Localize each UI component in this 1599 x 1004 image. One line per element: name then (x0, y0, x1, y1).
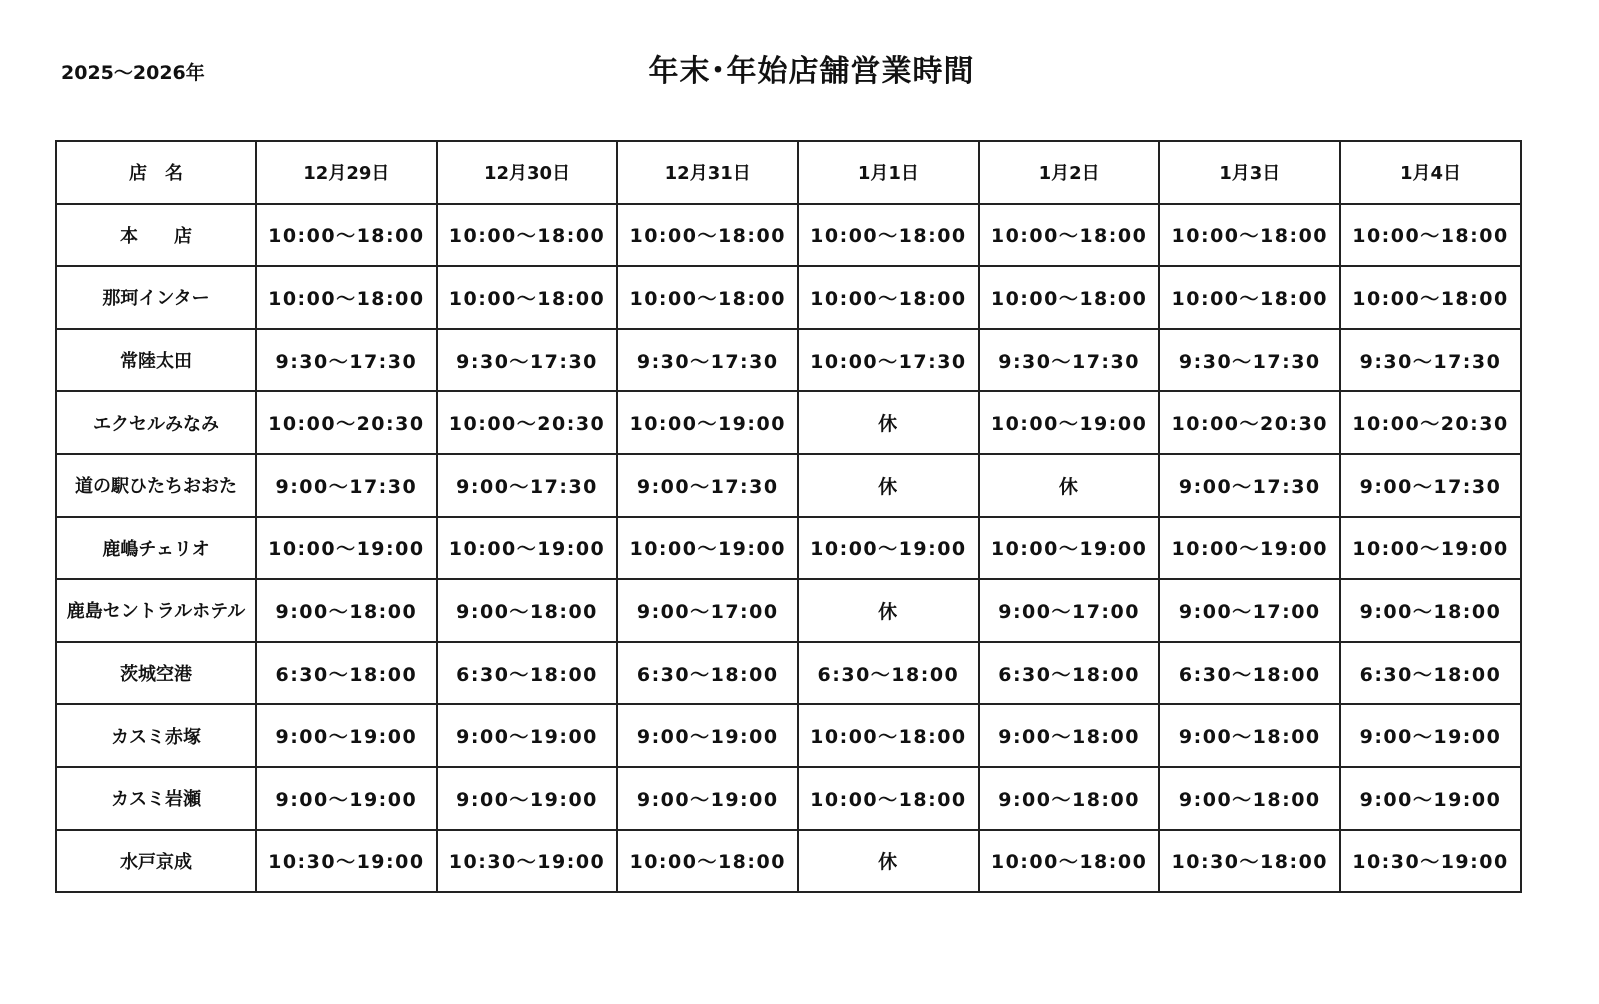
hours-cell: 9:30～17:30 (617, 329, 798, 392)
hours-cell: 10:00～18:00 (979, 830, 1160, 893)
table-row (56, 266, 1521, 329)
hours-cell: 6:30～18:00 (256, 642, 437, 705)
hours-cell: 9:00～19:00 (256, 704, 437, 767)
hours-cell: 9:00～17:30 (1159, 454, 1340, 517)
table-row (56, 767, 1521, 830)
hours-cell: 9:00～19:00 (1340, 767, 1521, 830)
store-name-cell: 本 店 (56, 204, 256, 267)
hours-cell: 9:00～19:00 (617, 704, 798, 767)
hours-cell: 休 (798, 391, 979, 454)
hours-cell: 10:00～20:30 (256, 391, 437, 454)
store-name-cell: 鹿嶋チェリオ (56, 517, 256, 580)
table-row (56, 830, 1521, 893)
hours-cell: 10:00～18:00 (1159, 204, 1340, 267)
hours-cell: 10:00～18:00 (1340, 266, 1521, 329)
hours-cell: 9:00～17:30 (1340, 454, 1521, 517)
hours-cell: 9:30～17:30 (1159, 329, 1340, 392)
hours-cell: 10:00～18:00 (798, 204, 979, 267)
hours-cell: 9:00～19:00 (437, 767, 618, 830)
header-date: 1月2日 (979, 141, 1160, 204)
hours-cell: 10:00～18:00 (1340, 204, 1521, 267)
hours-cell: 10:00～19:00 (617, 517, 798, 580)
hours-cell: 10:00～18:00 (798, 704, 979, 767)
hours-cell: 10:00～18:00 (617, 204, 798, 267)
hours-cell: 10:00～18:00 (256, 266, 437, 329)
page-title: 年末･年始店舗営業時間 (648, 54, 975, 89)
hours-cell: 10:00～18:00 (617, 830, 798, 893)
store-name-cell: 鹿島セントラルホテル (56, 579, 256, 642)
hours-cell: 9:30～17:30 (437, 329, 618, 392)
hours-cell: 10:30～19:00 (1340, 830, 1521, 893)
store-name-cell: 那珂インター (56, 266, 256, 329)
hours-cell: 10:00～18:00 (1159, 266, 1340, 329)
hours-cell: 6:30～18:00 (798, 642, 979, 705)
hours-cell: 9:00～18:00 (1159, 767, 1340, 830)
hours-cell: 10:30～19:00 (256, 830, 437, 893)
hours-cell: 9:00～19:00 (1340, 704, 1521, 767)
store-name-cell: エクセルみなみ (56, 391, 256, 454)
hours-cell: 9:00～17:30 (437, 454, 618, 517)
store-name-cell: カスミ岩瀬 (56, 767, 256, 830)
hours-cell: 10:00～18:00 (979, 204, 1160, 267)
hours-cell: 6:30～18:00 (1159, 642, 1340, 705)
hours-cell: 9:30～17:30 (256, 329, 437, 392)
hours-cell: 9:00～18:00 (979, 767, 1160, 830)
hours-cell: 9:00～18:00 (437, 579, 618, 642)
store-name-cell: 茨城空港 (56, 642, 256, 705)
hours-cell: 10:30～18:00 (1159, 830, 1340, 893)
hours-cell: 10:00～18:00 (437, 266, 618, 329)
hours-cell: 10:00～18:00 (979, 266, 1160, 329)
hours-cell: 9:00～17:00 (1159, 579, 1340, 642)
hours-cell: 休 (979, 454, 1160, 517)
header-date: 12月30日 (437, 141, 618, 204)
hours-cell: 10:00～19:00 (256, 517, 437, 580)
hours-cell: 9:00～19:00 (256, 767, 437, 830)
hours-cell: 6:30～18:00 (437, 642, 618, 705)
header-date: 1月4日 (1340, 141, 1521, 204)
store-name-cell: 常陸太田 (56, 329, 256, 392)
table-row (56, 454, 1521, 517)
hours-cell: 10:00～18:00 (256, 204, 437, 267)
hours-cell: 10:00～18:00 (437, 204, 618, 267)
hours-cell: 9:00～18:00 (979, 704, 1160, 767)
table-row (56, 517, 1521, 580)
table-row (56, 329, 1521, 392)
header-date: 12月29日 (256, 141, 437, 204)
hours-cell: 10:00～18:00 (617, 266, 798, 329)
hours-cell: 休 (798, 830, 979, 893)
hours-cell: 10:00～19:00 (979, 517, 1160, 580)
hours-cell: 10:00～20:30 (1340, 391, 1521, 454)
hours-cell: 9:00～17:00 (617, 579, 798, 642)
hours-cell: 9:00～17:00 (979, 579, 1160, 642)
hours-cell: 休 (798, 454, 979, 517)
hours-cell: 10:00～18:00 (798, 767, 979, 830)
hours-cell: 9:00～18:00 (1340, 579, 1521, 642)
table-row (56, 204, 1521, 267)
hours-cell: 10:00～19:00 (437, 517, 618, 580)
hours-cell: 6:30～18:00 (617, 642, 798, 705)
hours-cell: 9:00～19:00 (437, 704, 618, 767)
hours-cell: 10:00～19:00 (1340, 517, 1521, 580)
table-row (56, 704, 1521, 767)
hours-cell: 10:00～19:00 (979, 391, 1160, 454)
hours-cell: 10:00～20:30 (1159, 391, 1340, 454)
header-date: 12月31日 (617, 141, 798, 204)
hours-cell: 10:00～19:00 (798, 517, 979, 580)
hours-cell: 10:30～19:00 (437, 830, 618, 893)
hours-cell: 10:00～17:30 (798, 329, 979, 392)
header-date: 1月3日 (1159, 141, 1340, 204)
store-name-cell: 水戸京成 (56, 830, 256, 893)
header-date: 1月1日 (798, 141, 979, 204)
hours-cell: 9:00～17:30 (617, 454, 798, 517)
hours-cell: 10:00～19:00 (617, 391, 798, 454)
store-hours-table (55, 140, 1522, 893)
store-name-cell: カスミ赤塚 (56, 704, 256, 767)
table-row (56, 391, 1521, 454)
table-header-row (56, 141, 1521, 204)
hours-cell: 9:30～17:30 (979, 329, 1160, 392)
store-name-cell: 道の駅ひたちおおた (56, 454, 256, 517)
header-store-name: 店 名 (56, 141, 256, 204)
hours-cell: 9:00～18:00 (1159, 704, 1340, 767)
hours-cell: 6:30～18:00 (979, 642, 1160, 705)
hours-cell: 10:00～18:00 (798, 266, 979, 329)
hours-cell: 9:00～19:00 (617, 767, 798, 830)
hours-cell: 9:00～18:00 (256, 579, 437, 642)
hours-cell: 9:30～17:30 (1340, 329, 1521, 392)
hours-cell: 10:00～19:00 (1159, 517, 1340, 580)
year-range-label: 2025～2026年 (61, 62, 205, 84)
table-row (56, 642, 1521, 705)
hours-cell: 6:30～18:00 (1340, 642, 1521, 705)
hours-cell: 休 (798, 579, 979, 642)
table-row (56, 579, 1521, 642)
hours-cell: 9:00～17:30 (256, 454, 437, 517)
hours-cell: 10:00～20:30 (437, 391, 618, 454)
